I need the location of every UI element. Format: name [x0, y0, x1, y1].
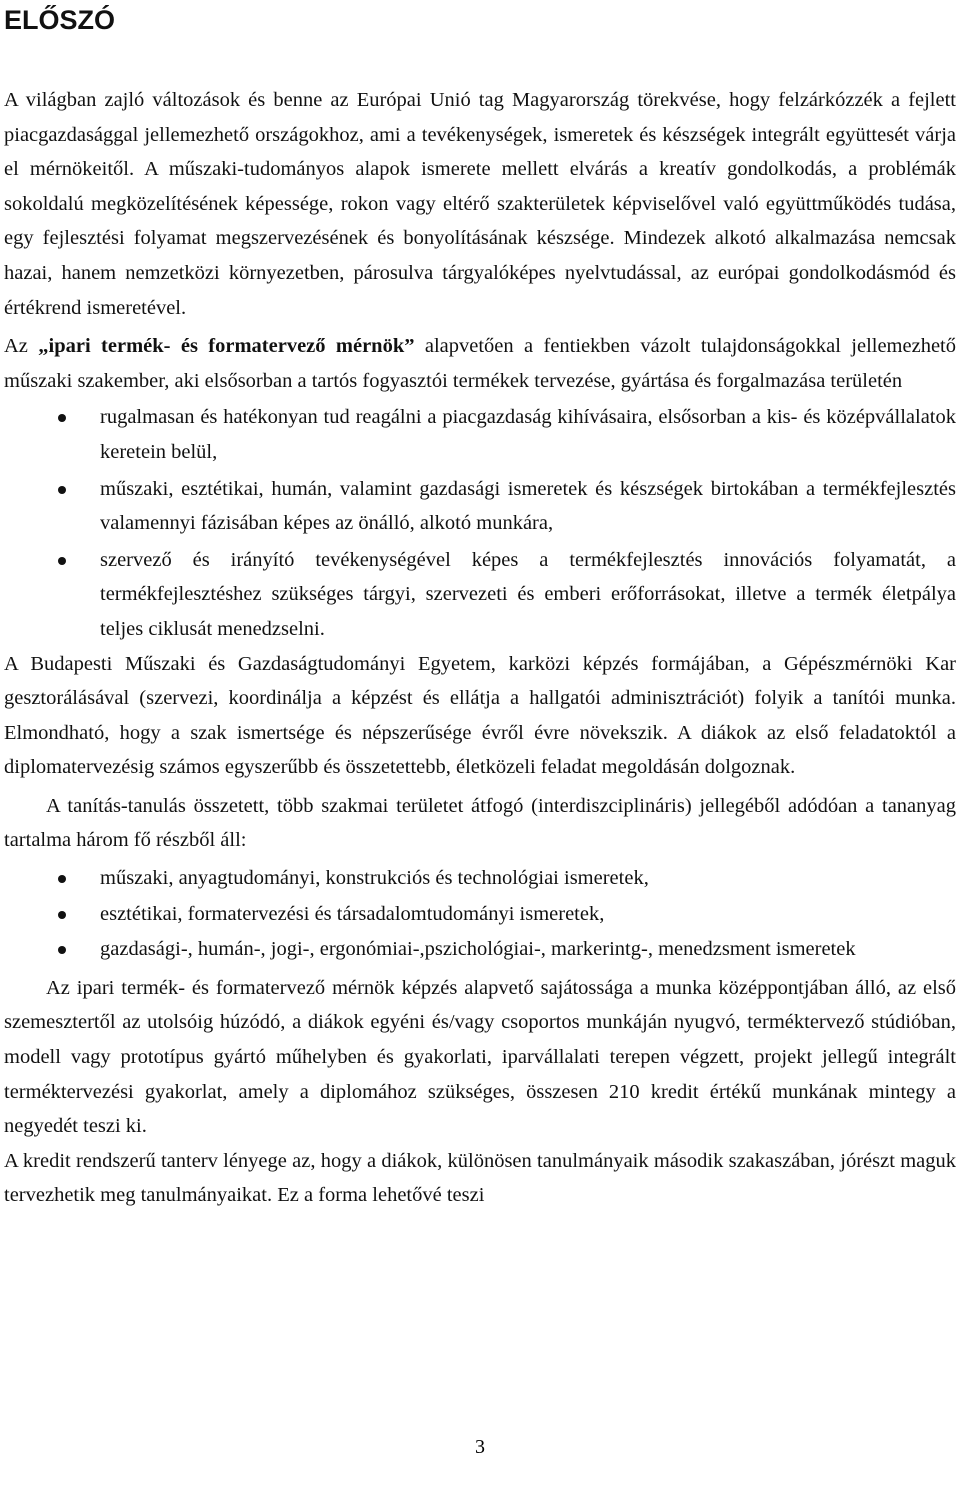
list-item-text: műszaki, anyagtudományi, konstrukciós és technológiai ismeretek,: [100, 867, 649, 890]
paragraph-training-specifics: Az ipari termék- és formatervező mérnök képzés alapvető sajátossága a munka középpontjában álló, az első szemesztertől az utolsóig húzódó, a diákok egyéni és/vagy csoportos munkáján nyugvó, terméktervező stúdióban, modell vagy prototípus gyártó műhelyben és gyakorlati, iparvállalati terepen végzett, projekt jellegű integrált terméktervezési gyakorlat, amely a diplomához szükséges, összesen 210 kredit értékű munkának mintegy a negyedét teszi ki.: [4, 976, 956, 1138]
paragraph-engineer-definition: [4, 329, 956, 398]
list-item: [4, 897, 956, 932]
list-item-text: rugalmasan és hatékonyan tud reagálni a piacgazdaság kihívásaira, elsősorban a kis- és középvállalatok keretein belül,: [100, 406, 956, 463]
bullet-icon: [58, 486, 66, 494]
bullet-icon: [58, 911, 66, 919]
bullet-icon: [58, 946, 66, 954]
paragraph-suffix: alapvetően a fentiekben vázolt tulajdonságokkal jellemezhető műszaki szakember, aki elsősorban a tartós fogyasztói termékek tervezése, gyártása és forgalmazása területén: [4, 335, 956, 392]
list-item: [4, 472, 956, 541]
list-item: [4, 932, 956, 967]
list-item-text: műszaki, esztétikai, humán, valamint gazdasági ismeretek és készségek birtokában a termékfejlesztés valamennyi fázisában képes az önálló, alkotó munkára,: [100, 477, 956, 535]
list-item-text: gazdasági-, humán-, jogi-, ergonómiai-,pszichológiai-, markerintg-, menedzsment ismeretek: [100, 938, 856, 961]
bullet-list-curriculum: [4, 861, 956, 967]
list-item-text: esztétikai, formatervezési és társadalomtudományi ismeretek,: [100, 902, 605, 925]
page-number: 3: [475, 1436, 485, 1458]
paragraph-prefix: Az: [4, 335, 39, 358]
bullet-icon: [58, 414, 66, 422]
engineer-title-bold: „ipari termék- és formatervező mérnök”: [38, 335, 415, 358]
bullet-icon: [58, 557, 66, 565]
bullet-list-capabilities: [4, 400, 956, 646]
list-item: [4, 861, 956, 896]
list-item: [4, 543, 956, 647]
list-item-text: szervező és irányító tevékenységével képes a termékfejlesztés innovációs folyamatát, a termékfejlesztéshez szükséges tárgyi, szervezeti és emberi erőforrásokat, illetve a termék életpálya teljes ciklusát menedzselni.: [100, 548, 956, 640]
paragraph-intro: A világban zajló változások és benne az Európai Unió tag Magyarország törekvése, hogy felzárkózzék a fejlett piacgazdasággal jellemezhető országokhoz, ami a tevékenységek, ismeretek és készségek integrált együttesét várja el mérnökeitől. A műszaki-tudományos alapok ismerete mellett elvárás a kreatív gondolkodás, a problémák sokoldalú megközelítésének képessége, rokon vagy eltérő szakterületek képviselővel való együttműködés tudása, egy fejlesztési folyamat megszervezésének és bonyolításának készsége. Mindezek alkotó alkalmazása nemcsak hazai, hanem nemzetközi környezetben, párosulva tárgyalóképes nyelvtudással, az európai gondolkodásmód és értékrend ismeretével.: [4, 89, 956, 319]
bullet-icon: [58, 875, 66, 883]
list-item: [4, 400, 956, 469]
page-title: ELŐSZÓ: [4, 5, 116, 35]
paragraph-university: A Budapesti Műszaki és Gazdaságtudományi Egyetem, karközi képzés formájában, a Gépészmérnöki Kar gesztorálásával (szervezi, koordinálja a képzést és ellátja a hallgatói adminisztrációt) folyik a tanítói munka. Elmondható, hogy a szak ismertsége és népszerűsége évről évre növekszik. A diákok az első feladatoktól a diplomatervezésig számos egyszerűbb és összetettebb, életközeli feladat megoldásán dolgoznak.: [4, 652, 956, 779]
document-body: [4, 83, 956, 1213]
paragraph-curriculum: A tanítás-tanulás összetett, több szakmai területet átfogó (interdiszciplináris) jellegéből adódóan a tananyag tartalma három fő részből áll:: [4, 794, 956, 852]
paragraph-credit-system: A kredit rendszerű tanterv lényege az, hogy a diákok, különösen tanulmányaik második szakaszában, jórészt maguk tervezhetik meg tanulmányaikat. Ez a forma lehetővé teszi: [4, 1149, 956, 1207]
